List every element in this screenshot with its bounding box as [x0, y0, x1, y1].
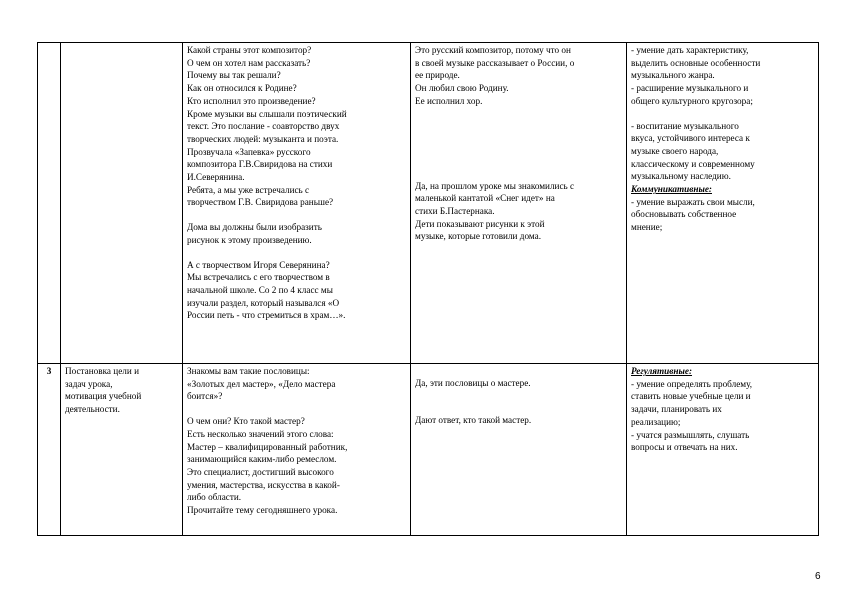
- text-line: Ребята, а мы уже встречались с: [187, 184, 310, 195]
- text-line: в своей музыке рассказывает о России, о: [415, 57, 575, 68]
- teacher-activity-cell: [183, 364, 411, 536]
- text-line: начальной школе. Со 2 по 4 класс мы: [187, 284, 333, 295]
- blank-line: [415, 168, 622, 180]
- stage-name-cell: [61, 43, 183, 364]
- text-line: Ее исполнил хор.: [415, 95, 483, 106]
- learning-outcomes-cell: [627, 364, 819, 536]
- blank-line: [415, 108, 622, 120]
- text-line: задач урока,: [65, 378, 113, 389]
- text-line: Прочитайте тему сегодняшнего урока.: [187, 505, 338, 516]
- text-line: Дети показывают рисунки к этой: [415, 218, 545, 229]
- student-activity-cell: [411, 43, 627, 364]
- text-line: - учатся размышлять, слушать: [631, 429, 750, 440]
- text-line: рисунок к этому произведению.: [187, 234, 312, 245]
- page-number: 6: [815, 571, 821, 582]
- text-line: Есть несколько значений этого слова:: [187, 428, 334, 439]
- blank-line: [415, 402, 622, 414]
- blank-line: [415, 120, 622, 132]
- text-line: композитора Г.В.Свиридова на стихи: [187, 159, 333, 170]
- text-line: ставить новые учебные цели и: [631, 391, 751, 402]
- blank-line: [415, 365, 622, 377]
- text-line: музыкальному наследию.: [631, 171, 731, 182]
- stage-number-cell: [38, 43, 61, 364]
- stage-name-cell: [61, 364, 183, 536]
- lesson-plan-table: [37, 42, 819, 536]
- text-line: Какой страны этот композитор?: [187, 45, 312, 55]
- table-row: [38, 43, 819, 364]
- text-line: А с творчеством Игоря Северянина?: [187, 259, 330, 270]
- text-line: Дома вы должны были изобразить: [187, 222, 322, 233]
- text-line: умения, мастерства, искусства в какой-: [187, 479, 340, 490]
- text-line: Да, на прошлом уроке мы знакомились с: [415, 180, 575, 191]
- text-line: ее природе.: [415, 70, 460, 81]
- competency-heading: Коммуникативные:: [631, 184, 712, 195]
- text-line: творческих людей: музыканта и поэта.: [187, 133, 339, 144]
- blank-line: [415, 156, 622, 168]
- text-line: Мастер – квалифицированный работник,: [187, 441, 348, 452]
- blank-line: [631, 108, 814, 120]
- text-line: Кто исполнил это произведение?: [187, 95, 316, 106]
- text-line: Это специалист, достигший высокого: [187, 466, 334, 477]
- text-line: Как он относился к Родине?: [187, 83, 297, 94]
- text-line: деятельности.: [65, 404, 120, 415]
- text-line: стихи Б.Пастернака.: [415, 205, 495, 216]
- blank-line: [187, 247, 406, 259]
- text-line: О чем он хотел нам рассказать?: [187, 57, 311, 68]
- text-line: - воспитание музыкального: [631, 120, 739, 131]
- text-line: Почему вы так решали?: [187, 70, 281, 81]
- text-line: музыке своего народа,: [631, 145, 719, 156]
- text-line: вкуса, устойчивого интереса к: [631, 133, 750, 144]
- text-line: Кроме музыки вы слышали поэтический: [187, 108, 347, 119]
- blank-line: [187, 403, 406, 415]
- text-line: - умение выражать свои мысли,: [631, 196, 755, 207]
- text-line: текст. Это послание - соавторство двух: [187, 121, 340, 132]
- competency-heading: Регулятивные:: [631, 366, 693, 376]
- text-line: маленькой кантатой «Снег идет» на: [415, 193, 555, 204]
- text-line: - умение определять проблему,: [631, 378, 753, 389]
- blank-line: [187, 209, 406, 221]
- student-activity-cell: [411, 364, 627, 536]
- text-line: занимающийся каким-либо ремеслом.: [187, 454, 337, 465]
- blank-line: [415, 390, 622, 402]
- stage-number-cell: 3: [38, 364, 61, 536]
- text-line: выделить основные особенности: [631, 57, 761, 68]
- text-line: боится»?: [187, 391, 223, 402]
- text-line: задачи, планировать их: [631, 404, 722, 415]
- text-line: либо области.: [187, 492, 242, 503]
- text-line: музыке, которые готовили дома.: [415, 231, 541, 242]
- text-line: Дают ответ, кто такой мастер.: [415, 414, 532, 425]
- text-line: Знакомы вам такие пословицы:: [187, 366, 310, 376]
- text-line: России петь - что стремиться в храм…».: [187, 310, 346, 321]
- text-line: общего культурного кругозора;: [631, 95, 753, 106]
- text-line: Это русский композитор, потому что он: [415, 45, 571, 55]
- blank-line: [415, 132, 622, 144]
- text-line: вопросы и отвечать на них.: [631, 442, 738, 453]
- text-line: творчеством Г.В. Свиридова раньше?: [187, 197, 334, 208]
- text-line: обосновывать собственное: [631, 209, 737, 220]
- text-line: - расширение музыкального и: [631, 83, 749, 94]
- text-line: изучали раздел, который назывался «О: [187, 297, 340, 308]
- table-row: [38, 364, 819, 536]
- text-line: реализацию;: [631, 416, 681, 427]
- text-line: Мы встречались с его творчеством в: [187, 272, 330, 283]
- text-line: музыкального жанра.: [631, 70, 715, 81]
- blank-line: [415, 144, 622, 156]
- text-line: Прозвучала «Запевка» русского: [187, 146, 311, 157]
- text-line: Постановка цели и: [65, 366, 139, 376]
- text-line: И.Северянина.: [187, 172, 245, 183]
- text-line: Он любил свою Родину.: [415, 83, 509, 94]
- text-line: - умение дать характеристику,: [631, 45, 749, 55]
- learning-outcomes-cell: [627, 43, 819, 364]
- text-line: О чем они? Кто такой мастер?: [187, 416, 305, 427]
- text-line: мнение;: [631, 222, 663, 233]
- text-line: классическому и современному: [631, 158, 755, 169]
- text-line: «Золотых дел мастер», «Дело мастера: [187, 378, 336, 389]
- teacher-activity-cell: [183, 43, 411, 364]
- text-line: мотивация учебной: [65, 391, 142, 402]
- text-line: Да, эти пословицы о мастере.: [415, 378, 531, 388]
